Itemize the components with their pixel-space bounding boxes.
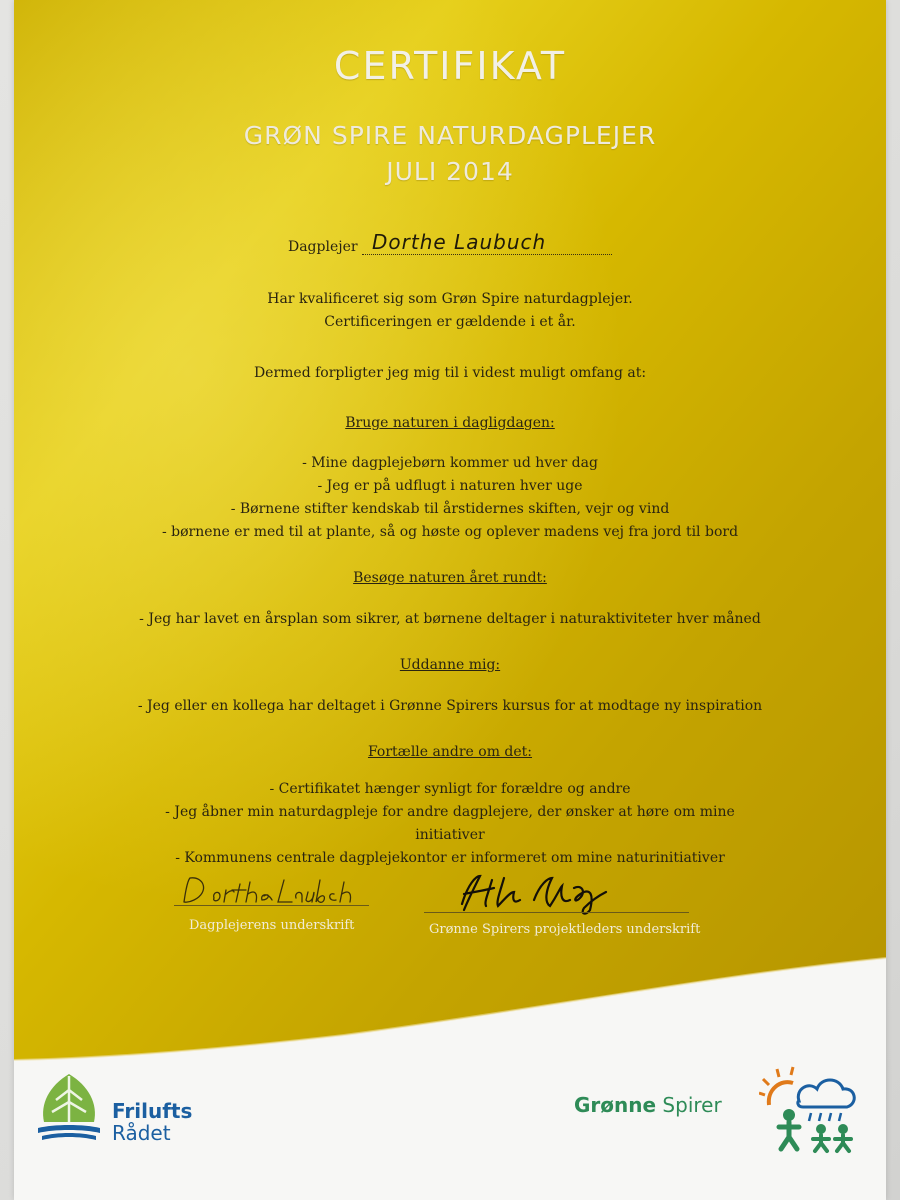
section-list-2 xyxy=(14,608,886,631)
children-sun-cloud-icon xyxy=(759,1065,869,1155)
friluftsraadet-wordmark xyxy=(112,1100,192,1144)
signature-area xyxy=(14,870,886,940)
section-list-4 xyxy=(14,778,886,870)
section-list-3 xyxy=(14,695,886,718)
list-item: - Mine dagplejebørn kommer ud hver dag xyxy=(302,455,598,471)
section-heading-2: Besøge naturen året rundt: xyxy=(353,570,547,586)
caregiver-row xyxy=(14,230,886,255)
section-heading-3: Uddanne mig: xyxy=(399,657,501,673)
friluftsraadet-logo xyxy=(34,1070,254,1160)
caregiver-signature xyxy=(174,870,374,920)
list-item: - Jeg har lavet en årsplan som sikrer, at børnene deltager i naturaktiviteter hver måned xyxy=(139,611,761,627)
certificate-paper xyxy=(14,0,886,1200)
list-item: - Kommunens centrale dagplejekontor er informeret om mine naturinitiativer xyxy=(175,850,725,866)
list-item: - Jeg eller en kollega har deltaget i Grønne Spirers kursus for at modtage ny inspiration xyxy=(137,698,763,714)
signature-line-right xyxy=(424,912,689,913)
signature-label-left: Dagplejerens underskrift xyxy=(189,918,355,933)
section-heading-4: Fortælle andre om det: xyxy=(367,744,533,760)
caregiver-name-field xyxy=(362,230,612,255)
list-item: initiativer xyxy=(415,827,485,843)
list-item: - Børnene stifter kendskab til årstidernes skiften, vejr og vind xyxy=(230,501,670,517)
logo-right-word-1: Grønne xyxy=(574,1093,657,1117)
list-item: - Jeg er på udflugt i naturen hver uge xyxy=(317,478,583,494)
logo-left-line-2: Rådet xyxy=(112,1121,171,1145)
leaf-icon xyxy=(34,1070,104,1150)
subtitle-line-1: GRØN SPIRE NATURDAGPLEJER xyxy=(243,121,657,150)
groenne-spirer-wordmark xyxy=(574,1093,722,1117)
commitment-text: Dermed forpligter jeg mig til i videst muligt omfang at: xyxy=(253,365,647,381)
intro-line-2: Certificeringen er gældende i et år. xyxy=(324,314,576,330)
intro-line-1: Har kvalificeret sig som Grøn Spire naturdagplejer. xyxy=(267,291,633,307)
logo-right-word-2: Spirer xyxy=(662,1093,722,1117)
logo-left-line-1: Frilufts xyxy=(112,1099,193,1123)
list-item: - Jeg åbner min naturdagpleje for andre dagplejere, der ønsker at høre om mine xyxy=(165,804,735,820)
groenne-spirer-logo xyxy=(574,1065,874,1155)
caregiver-name: Dorthe Laubuch xyxy=(372,230,547,254)
signature-line-left xyxy=(174,905,369,906)
list-item: - børnene er med til at plante, så og høste og oplever madens vej fra jord til bord xyxy=(161,524,739,540)
caregiver-label: Dagplejer xyxy=(287,239,358,255)
section-heading-1: Bruge naturen i dagligdagen: xyxy=(345,415,555,431)
intro-text xyxy=(14,288,886,334)
section-list-1 xyxy=(14,452,886,544)
certificate-subtitle xyxy=(14,118,886,190)
certificate-title: CERTIFIKAT xyxy=(333,44,567,88)
signature-label-right: Grønne Spirers projektleders underskrift xyxy=(429,922,701,937)
subtitle-line-2: JULI 2014 xyxy=(386,157,514,186)
list-item: - Certifikatet hænger synligt for forældre og andre xyxy=(269,781,631,797)
